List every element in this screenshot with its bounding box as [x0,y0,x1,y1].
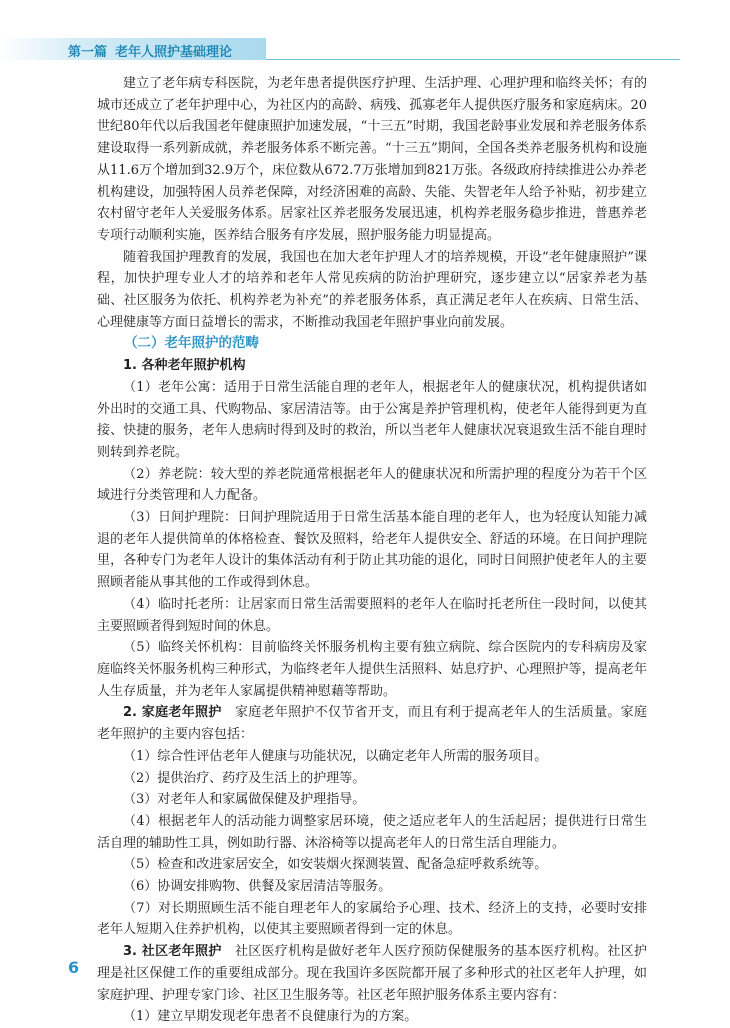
chapter-title: 老年人照护基础理论 [115,45,233,60]
body-paragraph: （5）临终关怀机构：目前临终关怀服务机构主要有独立病院、综合医院内的专科病房及家庭临终关怀服务机构三种形式，为临终老年人提供生活照料、姑息疗护、心理照护等，提高老年人生存质量，并为老年人家属提供精神慰藉等帮助。 [97,640,647,699]
list-item: （6）协调安排购物、供餐及家居清洁等服务。 [123,879,392,895]
item-heading: 2. 家庭老年照护 [123,705,222,721]
list-item: （7）对长期照顾生活不能自理老年人的家属给予心理、技术、经济上的支持，必要时安排老年人短期入住养护机构，以使其主要照顾者得到一定的休息。 [97,900,647,938]
item-heading: 3. 社区老年照护 [123,944,222,960]
body-paragraph: （1）老年公寓：适用于日常生活能自理的老年人，根据老年人的健康状况，机构提供诸如外出时的交通工具、代购物品、家居清洁等。由于公寓是养护管理机构，使老年人能得到更为直接、快捷的服务，老年人患病时得到及时的救治，所以当老年人健康状况衰退致生活不能自理时则转到养老院。 [97,379,647,460]
list-item: （4）根据老年人的活动能力调整家居环境，使之适应老年人的生活起居；提供进行日常生活自理的辅助性工具，例如助行器、沐浴椅等以提高老年人的日常生活自理能力。 [97,813,647,851]
section-heading: （二）老年照护的范畴 [124,335,259,352]
list-item: （2）提供治疗、药疗及生活上的护理等。 [123,770,366,786]
header-rule [266,59,680,60]
body-paragraph: （2）养老院：较大型的养老院通常根据老年人的健康状况和所需护理的程度分为若干个区域进行分类管理和人力配备。 [97,466,647,504]
item-heading: 1. 各种老年照护机构 [123,358,246,374]
body-paragraph: 建立了老年病专科医院，为老年患者提供医疗护理、生活护理、心理护理和临终关怀；有的城市还成立了老年护理中心，为社区内的高龄、病残、孤寡老年人提供医疗服务和家庭病床。20世纪80年代以后我国老年健康照护加速发展，“十三五”时期，我国老龄事业发展和养老服务体系建设取得一系列新成就，养老服务体系不断完善。“十三五”期间，全国各类养老服务机构和设施从11.6万个增加到32.9万个，床位数从672.7万张增加到821万张。各级政府持续推进公办养老机构建设，加强特困人员养老保障，对经济困难的高龄、失能、失智老年人给予补贴，初步建立农村留守老年人关爱服务体系。居家社区养老服务发展迅速，机构养老服务稳步推进，普惠养老专项行动顺利实施，医养结合服务有序发展，照护服务能力明显提高。 [97,76,647,243]
item-paragraph [97,941,647,1006]
list-item: （3）对老年人和家属做保健及护理指导。 [123,792,366,808]
page-number: 6 [68,958,80,977]
chapter-header [68,41,232,60]
body-paragraph: （4）临时托老所：让居家而日常生活需要照料的老年人在临时托老所住一段时间，以使其主要照顾者得到短时间的休息。 [97,596,647,634]
part-label: 第一篇 [68,45,108,60]
list-item: （5）检查和改进家居安全，如安装烟火探测装置、配备急症呼救系统等。 [123,857,548,873]
body-paragraph: 随着我国护理教育的发展，我国也在加大老年护理人才的培养规模，开设“老年健康照护”课程，加快护理专业人才的培养和老年人常见疾病的防治护理研究，逐步建立以“居家养老为基础、社区服务为依托、机构养老为补充”的养老服务体系，真正满足老年人在疾病、日常生活、心理健康等方面日益增长的需求，不断推动我国老年照护事业向前发展。 [97,249,647,330]
list-item: （1）建立早期发现老年患者不良健康行为的方案。 [123,1009,418,1025]
chapter-header-band [0,38,266,60]
item-lead: 家庭老年照护不仅节省开支，而且有利于提高老年人的生活质量。家庭老年照护的主要内容包括： [97,705,647,743]
list-item: （1）综合性评估老年人健康与功能状况，以确定老年人所需的服务项目。 [123,748,548,764]
item-paragraph [97,702,647,745]
body-paragraph: （3）日间护理院：日间护理院适用于日常生活基本能自理的老年人，也为轻度认知能力减退的老年人提供简单的体格检查、餐饮及照料，给老年人提供安全、舒适的环境。在日间护理院里，各种专门为老年人设计的集体活动有利于防止其功能的退化，同时日间照护使老年人的主要照顾者能从事其他的工作或得到休息。 [97,510,647,591]
page-body [97,73,647,1028]
item-lead: 社区医疗机构是做好老年人医疗预防保健服务的基本医疗机构。社区护理是社区保健工作的重要组成部分。现在我国许多医院都开展了多种形式的社区老年人护理，如家庭护理、护理专家门诊、社区卫生服务等。社区老年照护服务体系主要内容有： [97,944,647,1003]
